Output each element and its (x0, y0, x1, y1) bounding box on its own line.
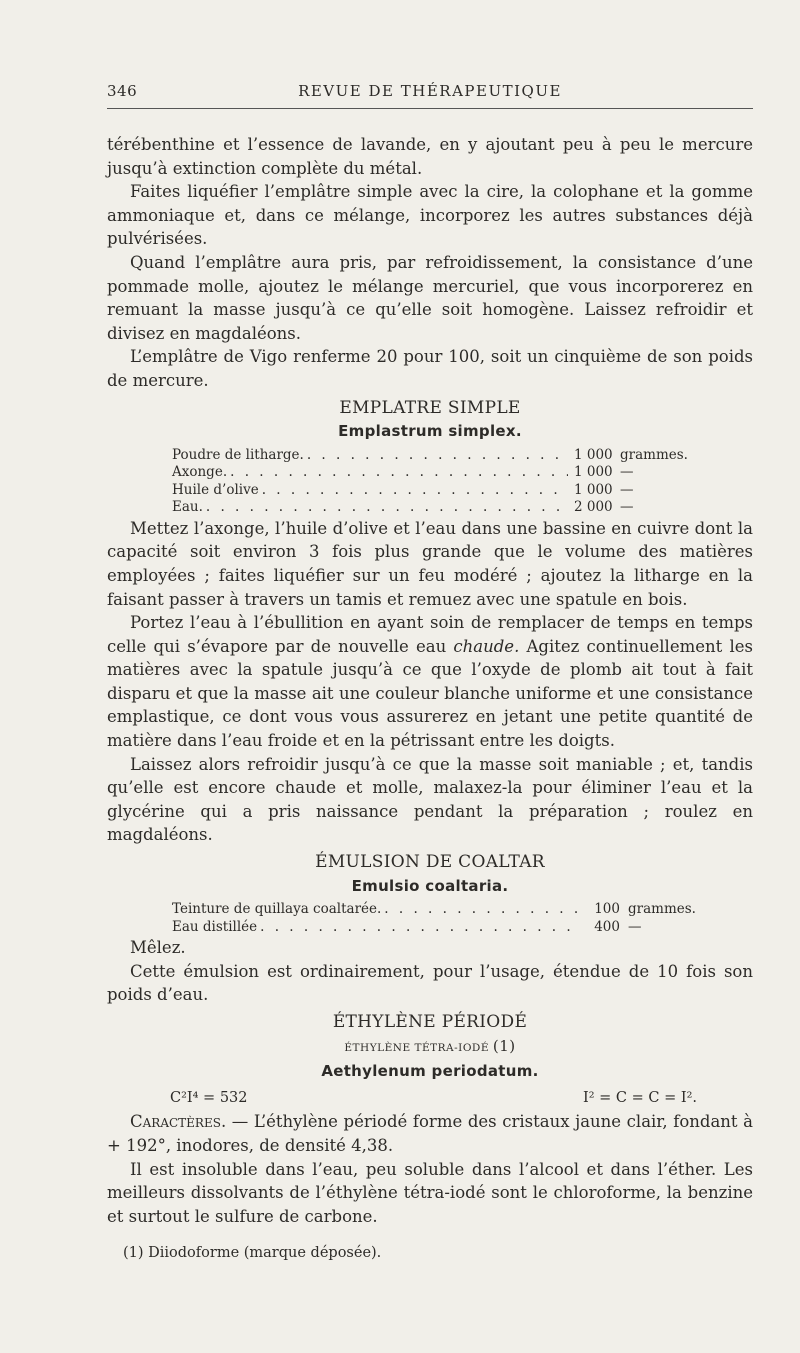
subtitle-text: ÉTHYLÈNE TÉTRA-IODÉ (344, 1041, 490, 1054)
section-subtitle-ethylene (107, 1035, 753, 1061)
ingredient-unit: — (620, 481, 634, 498)
ingredient-quantity: 1 000 (574, 464, 613, 481)
latin-name-emulsion: Emulsio coaltaria. (351, 876, 509, 895)
page-header (107, 78, 753, 109)
ingredient-quantity: 400 (594, 918, 620, 935)
ingredient-name: Eau. (172, 499, 203, 516)
paragraph: Il est insoluble dans l’eau, peu soluble dans l’alcool et dans l’éther. Les meilleurs dissolvants de l’éthylène tétra-iodé sont le chloroforme, la benzine et surtout le sulfure de carbone. (107, 1159, 753, 1226)
paragraph: térébenthine et l’essence de lavande, en y ajoutant peu à peu le mercure jusqu’à extinction complète du métal. (107, 135, 753, 178)
ingredient-unit: — (620, 499, 634, 516)
footnote: (1) Diiodoforme (marque déposée). (123, 1245, 382, 1262)
formula-right: I² = C = C = I². (583, 1089, 697, 1106)
leader-dots (259, 482, 568, 500)
ingredient-row (172, 447, 732, 465)
ingredient-quantity: 100 (594, 901, 620, 918)
text-run: Agitez continuellement les matières avec la spatule jusqu’à ce que l’oxyde de plomb ait tout à fait disparu et que la masse ait une couleur blanche uniforme et une consistance emplastique, ce dont vous vous assurerez en jetant une petite quantité de matière dans l’eau froide et en la pétrissant entre les doigts. (107, 636, 753, 751)
ingredient-name: Poudre de litharge. (172, 446, 304, 463)
leader-dots (203, 499, 568, 517)
ingredient-unit: grammes. (628, 901, 696, 918)
section-title-emplatre: EMPLATRE SIMPLE (339, 397, 521, 418)
paragraph: L’emplâtre de Vigo renferme 20 pour 100, soit un cinquième de son poids de mercure. (107, 347, 753, 390)
ingredient-row (172, 901, 732, 919)
paragraph: Faites liquéfier l’emplâtre simple avec la cire, la colophane et la gomme ammoniaque et, dans ce mélange, incorporez les autres substances déjà pulvérisées. (107, 182, 753, 249)
text-run: — L’éthylène périodé forme des cristaux jaune clair, fondant à + 192°, inodores, de densité 4,38. (107, 1112, 753, 1155)
running-title: REVUE DE THÉRAPEUTIQUE (298, 82, 562, 100)
chemical-formula (107, 1087, 753, 1111)
paragraph (107, 611, 753, 753)
latin-name-emplatre: Emplastrum simplex. (338, 422, 522, 441)
text-run: Portez l’eau à l’ébullition en ayant soin de remplacer de temps en temps celle qui s’évapore par de nouvelle eau (107, 613, 753, 656)
paragraph: Cette émulsion est ordinairement, pour l’usage, étendue de 10 fois son poids d’eau. (107, 961, 753, 1005)
ingredient-row (172, 919, 732, 937)
ingredient-quantity: 1 000 (574, 481, 613, 498)
paragraph: Mettez l’axonge, l’huile d’olive et l’eau dans une bassine en cuivre dont la capacité soit environ 3 fois plus grande que le volume des matières employées ; faites liquéfier sur un feu modéré ; ajoutez la litharge en la faisant passer à travers un tamis et remuez avec une spatule en bois. (107, 518, 753, 609)
ingredient-name: Axonge. (172, 464, 228, 481)
ingredient-quantity: 2 000 (574, 499, 613, 516)
paragraph: Mêlez. (130, 938, 186, 958)
ingredient-name: Huile d’olive (172, 481, 259, 498)
leader-dots (304, 447, 568, 465)
ingredient-quantity: 1 000 (574, 446, 613, 463)
ingredient-list-emulsion (172, 901, 732, 936)
leader-dots (227, 464, 568, 482)
section-title-ethylene: ÉTHYLÈNE PÉRIODÉ (332, 1012, 528, 1032)
paragraph: Quand l’emplâtre aura pris, par refroidissement, la consistance d’une pommade molle, ajoutez le mélange mercuriel, que vous incorporerez en remuant la masse jusqu’à ce qu’elle soit homogène. Laissez refroidir et divisez en magdaléons. (107, 252, 753, 343)
page-number: 346 (107, 82, 138, 100)
ingredient-unit: — (628, 918, 642, 935)
ingredient-row (172, 499, 732, 517)
caracteres-label: Caractères. (130, 1112, 227, 1132)
ingredient-unit: grammes. (620, 446, 688, 463)
italic-text: chaude. (453, 636, 520, 656)
paragraph (107, 1110, 753, 1157)
page-body (107, 133, 753, 1266)
ingredient-row (172, 482, 732, 500)
paragraph: Laissez alors refroidir jusqu’à ce que la masse soit maniable ; et, tandis qu’elle est encore chaude et molle, malaxez-la pour éliminer l’eau et la glycérine qui a pris naissance pendant la préparation ; roulez en magdaléons. (107, 754, 753, 845)
formula-left: C²I⁴ = 532 (170, 1089, 248, 1106)
footnote-ref: (1) (492, 1036, 516, 1055)
ingredient-name: Teinture de quillaya coaltarée. (172, 901, 382, 918)
leader-dots (257, 919, 578, 937)
ingredient-unit: — (620, 464, 634, 481)
leader-dots (381, 901, 578, 919)
section-title-emulsion: ÉMULSION DE COALTAR (315, 852, 545, 873)
ingredient-name: Eau distillée (172, 918, 258, 935)
ingredient-list-emplatre (172, 447, 732, 517)
latin-name-ethylene: Aethylenum periodatum. (321, 1062, 539, 1081)
ingredient-row (172, 464, 732, 482)
